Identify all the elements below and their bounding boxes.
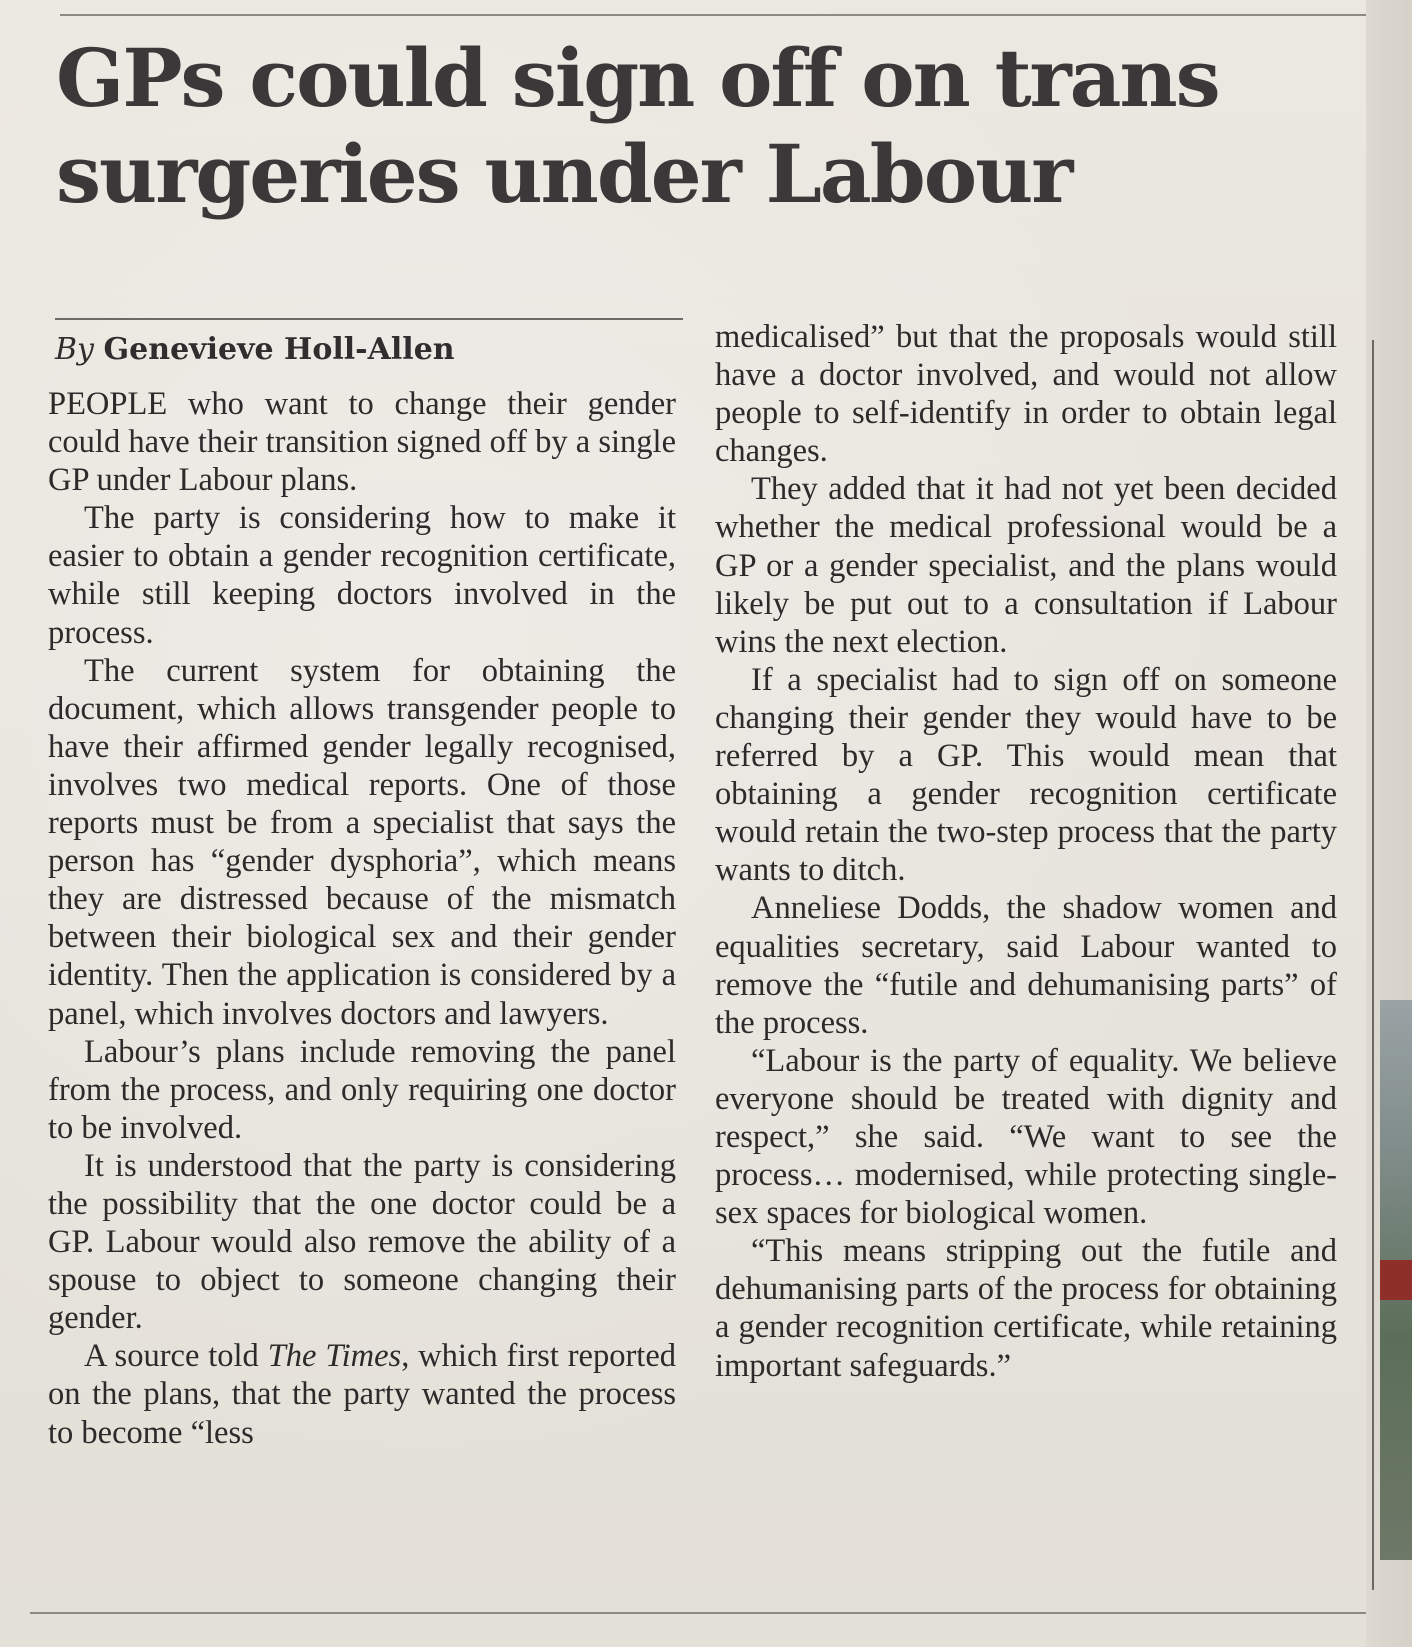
paragraph: The current system for obtaining the document, which allows transgender people to have their affirmed gender legally recognised, involves two medical reports. One of those reports must be from a specialist that says the person has “gender dysphoria”, which means they are distressed because of the mismatch between their biological sex and their gender identity. Then the application is considered by a panel, which involves doctors and lawyers. xyxy=(48,652,676,1032)
paragraph: They added that it had not yet been decided whether the medical professional would be a GP or a gender specialist, and the plans would likely be put out to a consultation if Labour wins the next election. xyxy=(715,471,1337,660)
paragraph-text: , which first reported on the plans, that the party wanted the process to become “less xyxy=(48,1338,676,1451)
byline-rule xyxy=(55,318,683,320)
article-column-1 xyxy=(48,385,676,1452)
publication-name: The Times xyxy=(267,1338,402,1375)
paragraph xyxy=(48,1337,676,1451)
paragraph: If a specialist had to sign off on someone changing their gender they would have to be referred by a GP. This would mean that obtaining a gender recognition certificate would retain the two-step process that the party wants to ditch. xyxy=(715,661,1337,889)
headline: GPs could sign off on trans surgeries under Labour xyxy=(56,31,1219,221)
paragraph: medicalised” but that the proposals would still have a doctor involved, and would not allow people to self-identify in order to obtain legal changes. xyxy=(715,319,1337,470)
byline-prefix: By xyxy=(55,332,94,367)
paragraph: The party is considering how to make it easier to obtain a gender recognition certificate, while still keeping doctors involved in the process. xyxy=(48,500,676,651)
column-divider xyxy=(1372,340,1374,1590)
paragraph: It is understood that the party is considering the possibility that the one doctor could be a GP. Labour would also remove the ability of a spouse to object to someone changing their gender. xyxy=(48,1147,676,1337)
top-rule xyxy=(60,14,1382,16)
paragraph-text: A source told xyxy=(84,1338,268,1375)
paragraph: Labour’s plans include removing the panel from the process, and only requiring one doctor to be involved. xyxy=(48,1033,676,1146)
bottom-rule xyxy=(30,1612,1367,1614)
byline-author: Genevieve Holl-Allen xyxy=(103,332,455,367)
photo-accent xyxy=(1380,1260,1412,1300)
paragraph: “Labour is the party of equality. We believe everyone should be treated with dignity and respect,” she said. “We want to see the process… modernised, while protecting single-sex spaces for biological women. xyxy=(715,1042,1337,1232)
article-column-2 xyxy=(715,318,1337,1385)
paragraph: PEOPLE who want to change their gender could have their transition signed off by a single GP under Labour plans. xyxy=(48,386,676,499)
byline xyxy=(55,330,455,370)
adjacent-photo-edge xyxy=(1380,1000,1412,1560)
paragraph: “This means stripping out the futile and dehumanising parts of the process for obtaining a gender recognition certificate, while retaining important safeguards.” xyxy=(715,1233,1337,1384)
paragraph: Anneliese Dodds, the shadow women and equalities secretary, said Labour wanted to remove the “futile and dehumanising parts” of the process. xyxy=(715,890,1337,1041)
